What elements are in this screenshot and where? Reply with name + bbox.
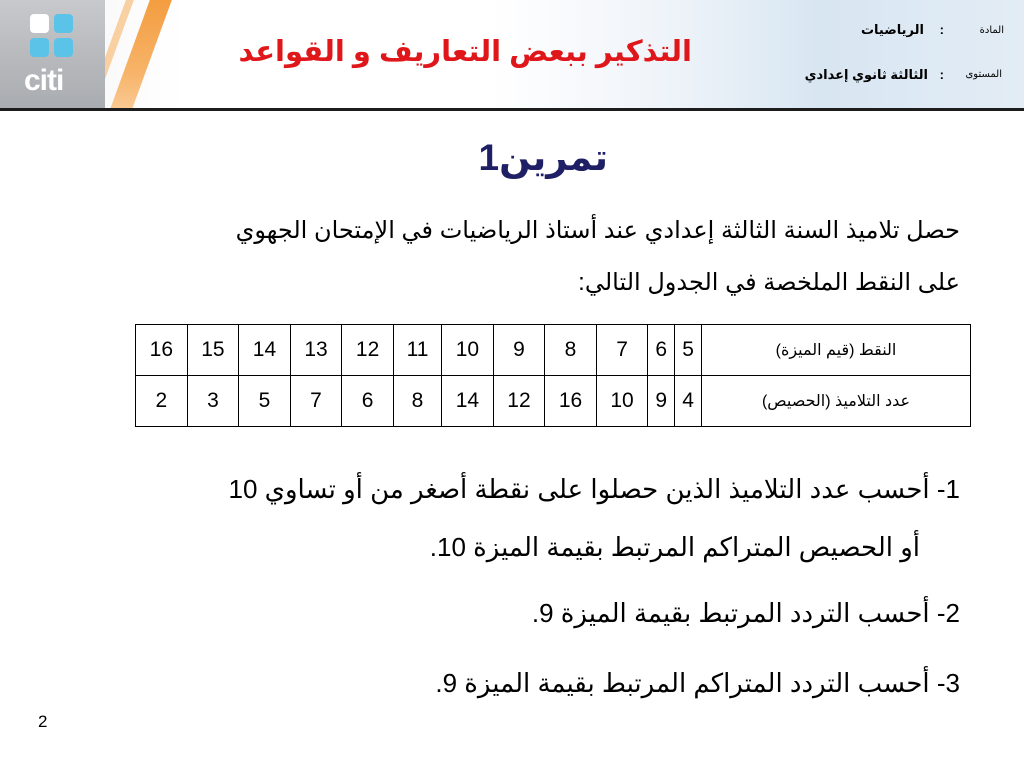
table-cell: 16 (136, 325, 188, 376)
logo-square (30, 14, 49, 33)
scores-table (135, 324, 971, 427)
table-cell: 10 (596, 376, 648, 427)
table-cell: 14 (442, 376, 494, 427)
table-cell: 5 (675, 325, 702, 376)
table-cell: 15 (187, 325, 239, 376)
table-cell: 8 (393, 376, 441, 427)
exercise-title: تمرين1 (478, 137, 608, 178)
table-header-counts: عدد التلاميذ (الحصيص) (702, 376, 971, 427)
table-cell: 10 (442, 325, 494, 376)
subject-value: الرياضيات (860, 22, 924, 37)
table-cell: 7 (290, 376, 342, 427)
subject-separator: : (939, 22, 944, 37)
table-cell: 14 (239, 325, 291, 376)
table-cell: 2 (136, 376, 188, 427)
logo-text: citi (24, 64, 64, 97)
table-cell: 12 (493, 376, 545, 427)
table-cell: 12 (342, 325, 394, 376)
table-cell: 13 (290, 325, 342, 376)
subject-label: المادة (979, 25, 1004, 36)
exercise-intro-line-1: حصل تلاميذ السنة الثالثة إعدادي عند أستاذ الرياضيات في الإمتحان الجهوي (235, 217, 960, 244)
table-cell: 9 (493, 325, 545, 376)
logo-square (54, 14, 73, 33)
citi-logo (0, 0, 105, 108)
table-cell: 9 (648, 376, 675, 427)
table-row-scores (136, 325, 971, 376)
level-separator: : (939, 67, 944, 82)
header-divider (0, 108, 1024, 111)
logo-square (54, 38, 73, 57)
slide-title: التذكير ببعض التعاريف و القواعد (238, 36, 692, 68)
question-1-line-1: 1- أحسب عدد التلاميذ الذين حصلوا على نقطة أصغر من أو تساوي 10 (228, 474, 960, 504)
level-label: المستوى (965, 69, 1002, 80)
table-row-counts (136, 376, 971, 427)
table-header-scores: النقط (قيم الميزة) (702, 325, 971, 376)
table-cell: 8 (545, 325, 597, 376)
level-value: الثالثة ثانوي إعدادي (804, 67, 928, 82)
table-cell: 7 (596, 325, 648, 376)
table-cell: 6 (342, 376, 394, 427)
table-cell: 11 (393, 325, 441, 376)
table-cell: 6 (648, 325, 675, 376)
page-number: 2 (38, 712, 48, 731)
exercise-intro-line-2: على النقط الملخصة في الجدول التالي: (578, 269, 960, 296)
header-banner (0, 0, 1024, 110)
table-cell: 3 (187, 376, 239, 427)
logo-square (30, 38, 49, 57)
question-3: 3- أحسب التردد المتراكم المرتبط بقيمة الميزة 9. (435, 668, 960, 698)
table-cell: 4 (675, 376, 702, 427)
table-cell: 5 (239, 376, 291, 427)
table-cell: 16 (545, 376, 597, 427)
question-2: 2- أحسب التردد المرتبط بقيمة الميزة 9. (531, 598, 960, 628)
question-1-line-2: أو الحصيص المتراكم المرتبط بقيمة الميزة 10. (429, 532, 920, 562)
